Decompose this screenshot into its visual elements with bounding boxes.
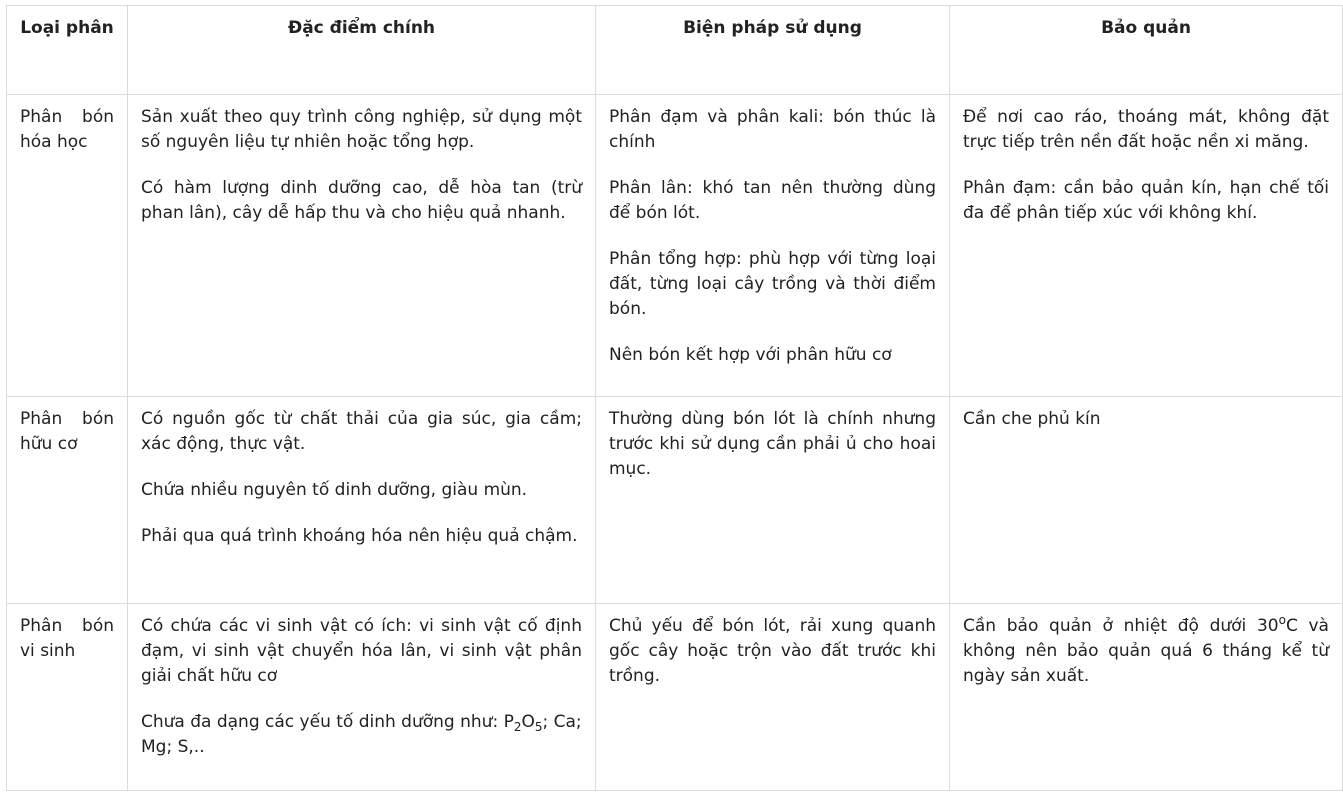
feature-text: Sản xuất theo quy trình công nghiệp, sử dụng một số nguyên liệu tự nhiên hoặc tổng hợp. (141, 107, 582, 152)
chem-subscript: 5 (534, 720, 543, 734)
header-dac-diem: Đặc điểm chính (128, 6, 596, 95)
temp-prefix: Cần bảo quản ở nhiệt độ dưới 30 (963, 616, 1279, 636)
storage-text: Cần che phủ kín (963, 409, 1101, 429)
cell-features (128, 397, 596, 604)
header-bao-quan: Bảo quản (950, 6, 1343, 95)
feature-text: Có chứa các vi sinh vật có ích: vi sinh vật cố định đạm, vi sinh vật chuyển hóa lân, vi sinh vật phân giải chất hữu cơ (141, 616, 582, 686)
storage-text (963, 614, 1329, 689)
cell-type (7, 397, 128, 604)
header-loai-phan: Loại phân (7, 6, 128, 95)
cell-storage (950, 95, 1343, 397)
feature-text: Có nguồn gốc từ chất thải của gia súc, gia cầm; xác động, thực vật. (141, 409, 582, 454)
header-bien-phap: Biện pháp sử dụng (596, 6, 950, 95)
feature-text: Chứa nhiều nguyên tố dinh dưỡng, giàu mùn. (141, 480, 528, 500)
feature-text-chemical (141, 710, 582, 760)
chem-prefix: Chưa đa dạng các yếu tố dinh dưỡng như: P (141, 712, 514, 732)
fertilizer-type: Phân bón hữu cơ (20, 409, 114, 454)
cell-usage (596, 95, 950, 397)
usage-text: Phân tổng hợp: phù hợp với từng loại đất, từng loại cây trồng và thời điểm bón. (609, 249, 936, 319)
usage-text: Phân đạm và phân kali: bón thúc là chính (609, 107, 936, 152)
header-row (7, 6, 1343, 95)
cell-features (128, 604, 596, 791)
chem-mid: O (521, 712, 535, 732)
cell-type (7, 604, 128, 791)
feature-text: Phải qua quá trình khoáng hóa nên hiệu quả chậm. (141, 526, 578, 546)
cell-usage (596, 604, 950, 791)
usage-text: Chủ yếu để bón lót, rải xung quanh gốc cây hoặc trộn vào đất trước khi trồng. (609, 616, 936, 686)
table-row (7, 95, 1343, 397)
temp-suffix: C và không nên bảo quản quá 6 tháng kể từ ngày sản xuất. (963, 616, 1329, 686)
fertilizer-type: Phân bón hóa học (20, 107, 114, 152)
usage-text: Nên bón kết hợp với phân hữu cơ (609, 345, 892, 365)
cell-usage (596, 397, 950, 604)
chem-suffix: ; Ca; Mg; S,.. (141, 712, 582, 757)
cell-type (7, 95, 128, 397)
cell-features (128, 95, 596, 397)
table-row (7, 604, 1343, 791)
usage-text: Phân lân: khó tan nên thường dùng để bón lót. (609, 178, 936, 223)
storage-text: Để nơi cao ráo, thoáng mát, không đặt trực tiếp trên nền đất hoặc nền xi măng. (963, 107, 1329, 152)
degree-superscript: o (1278, 613, 1286, 627)
table-row (7, 397, 1343, 604)
cell-storage (950, 604, 1343, 791)
chem-subscript: 2 (513, 720, 522, 734)
usage-text: Thường dùng bón lót là chính nhưng trước khi sử dụng cần phải ủ cho hoai mục. (609, 409, 936, 479)
fertilizer-table (6, 5, 1343, 791)
feature-text: Có hàm lượng dinh dưỡng cao, dễ hòa tan (trừ phan lân), cây dễ hấp thu và cho hiệu quả nhanh. (141, 178, 582, 223)
cell-storage (950, 397, 1343, 604)
fertilizer-type: Phân bón vi sinh (20, 616, 114, 661)
storage-text: Phân đạm: cần bảo quản kín, hạn chế tối đa để phân tiếp xúc với không khí. (963, 178, 1329, 223)
